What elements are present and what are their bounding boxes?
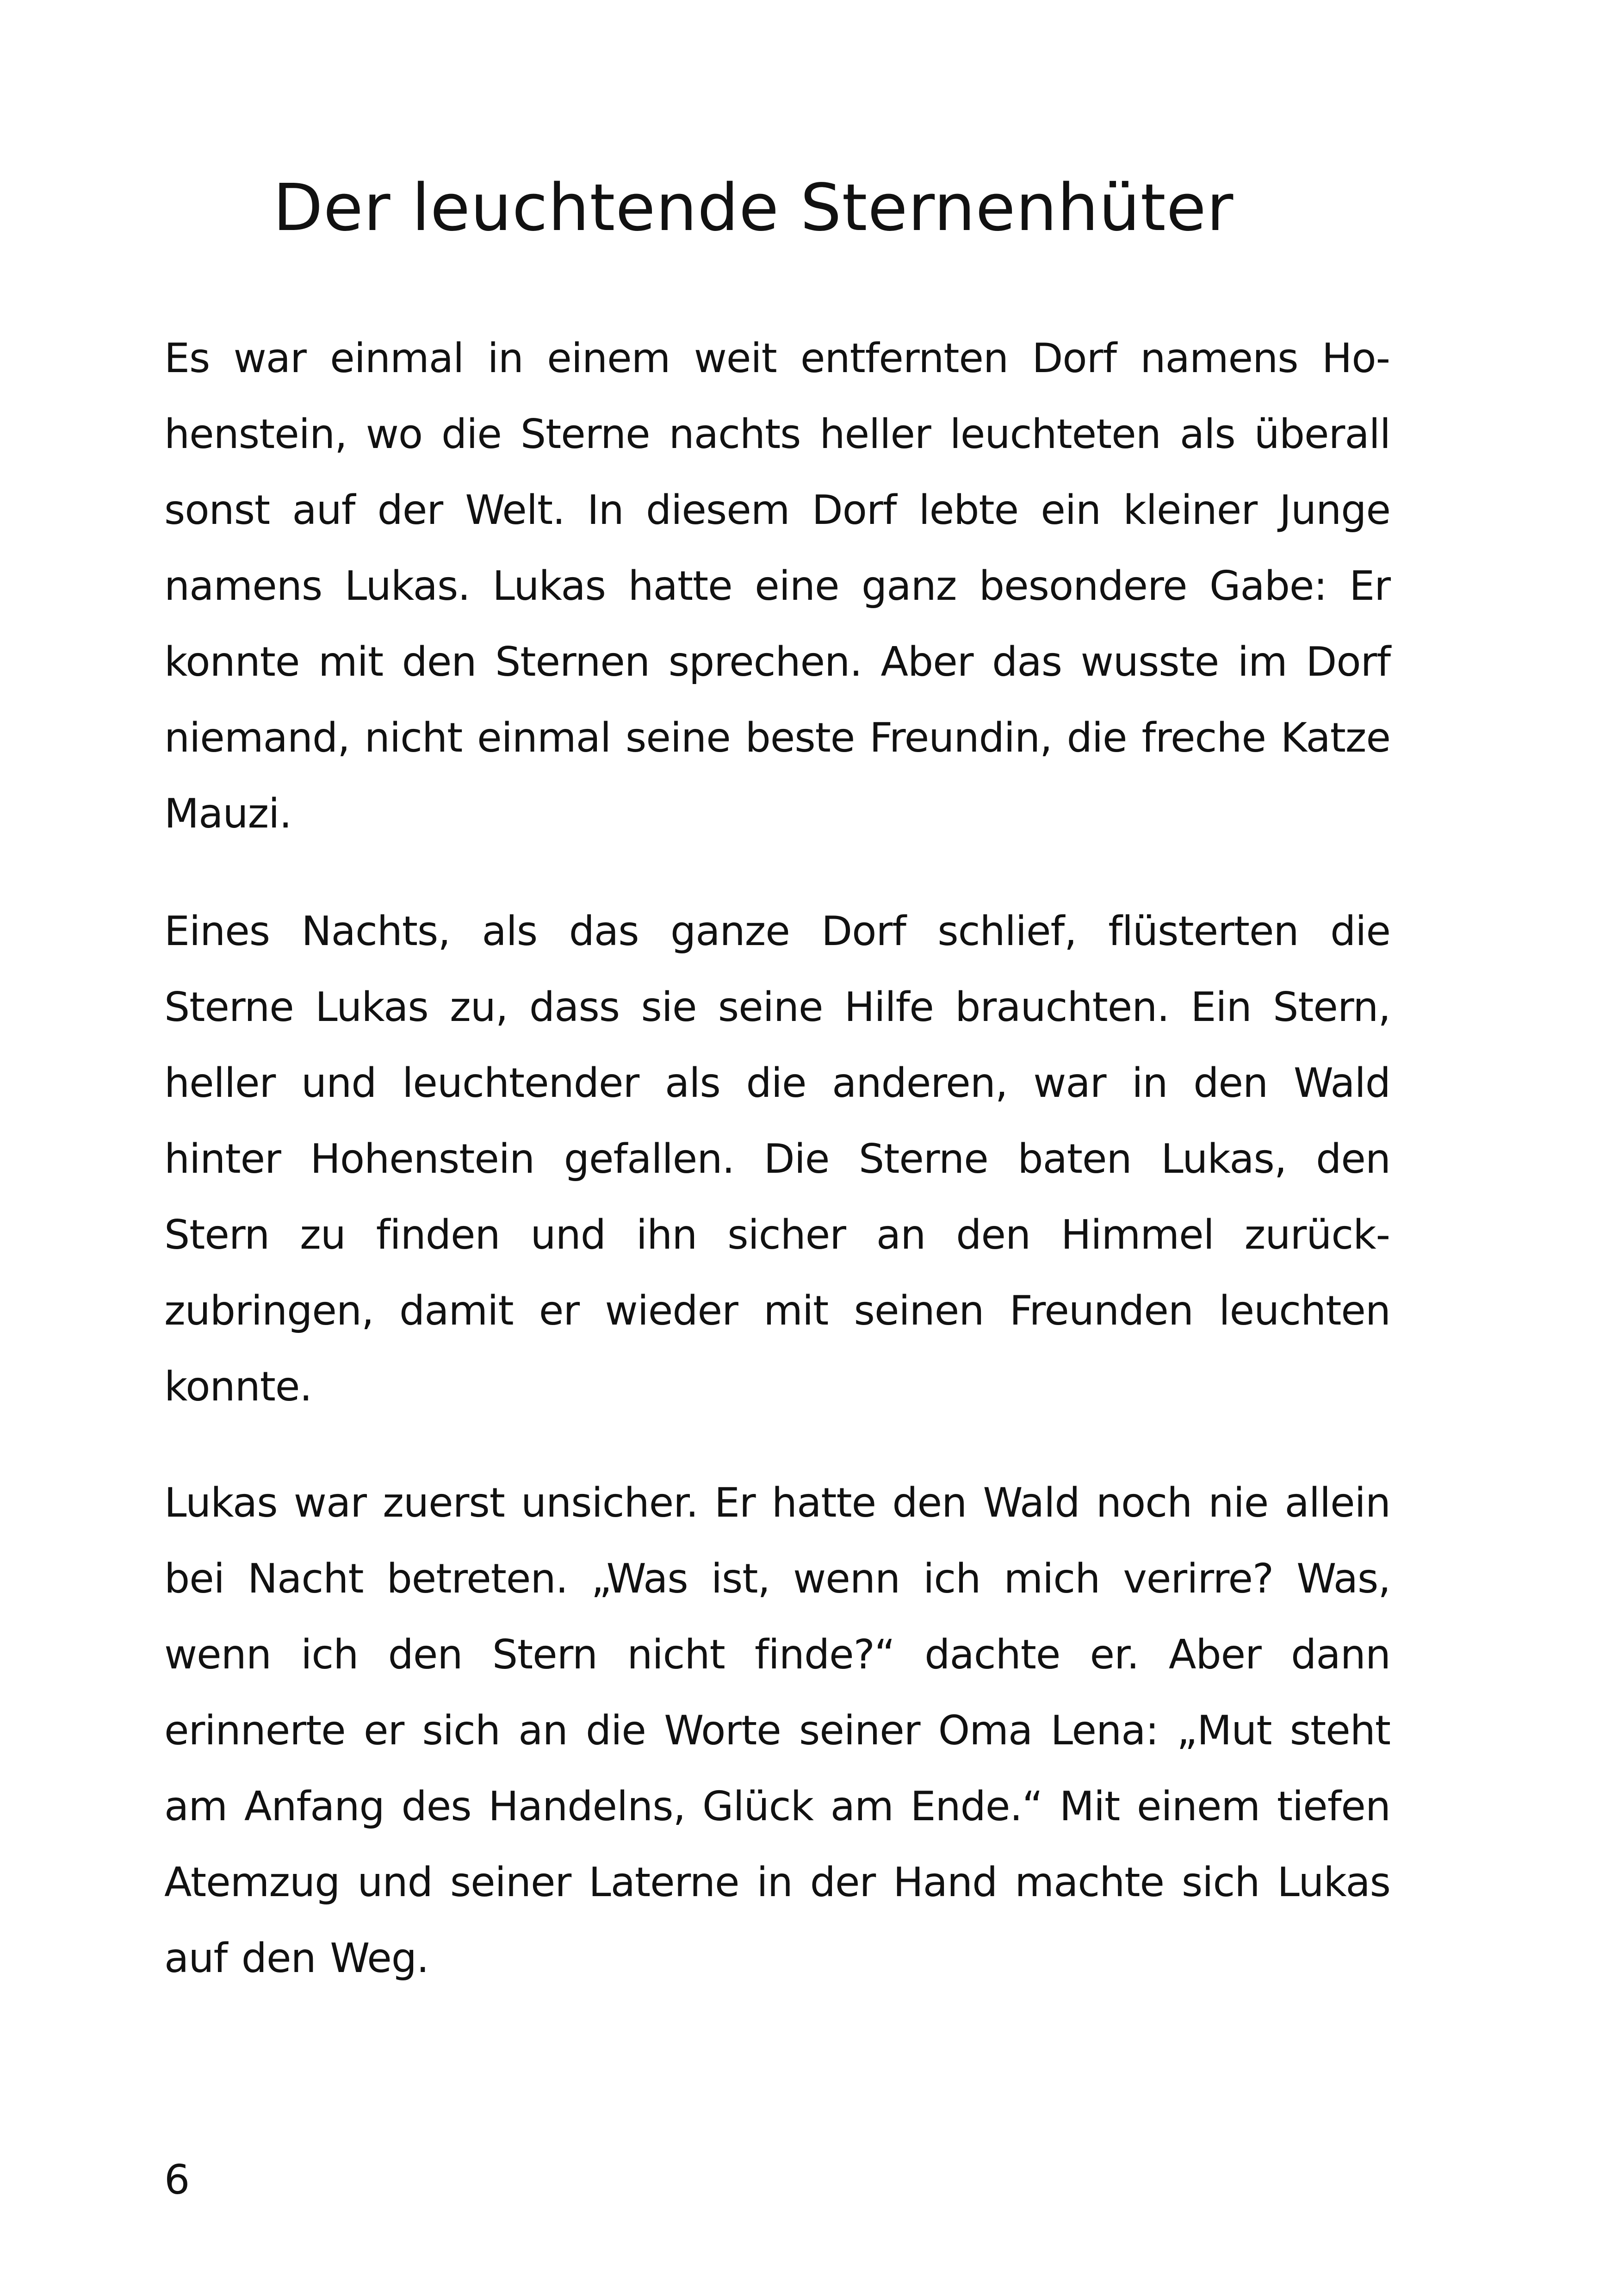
story-title: Der leuchtende Sternenhüter xyxy=(273,170,1234,246)
paragraph-2: Eines Nachts, als das ganze Dorf schlief, flüsterten die Sterne Lukas zu, dass sie seine Hilfe brauchten. Ein Stern, heller und leuchtender als die anderen, war in den Wald hinter Hohenstein gefallen. Die Sterne baten Lukas, den Stern zu finden und ihn sicher an den Himmel zurückzubringen, damit er wieder mit seinen Freunden leuchten konnte. xyxy=(164,908,1390,1410)
paragraph-3: Lukas war zuerst unsicher. Er hatte den Wald noch nie allein bei Nacht betreten. „Was ist, wenn ich mich verirre? Was, wenn ich den Stern nicht finde?“ dachte er. Aber dann erinnerte er sich an die Worte seiner Oma Lena: „Mut steht am Anfang des Handelns, Glück am Ende.“ Mit einem tiefen Atemzug und seiner Laterne in der Hand machte sich Lukas auf den Weg. xyxy=(164,1479,1390,1982)
page-number: 6 xyxy=(164,2156,190,2203)
paragraph-1: Es war einmal in einem weit entfernten Dorf namens Hohenstein, wo die Sterne nachts heller leuchteten als überall sonst auf der Welt. In diesem Dorf lebte ein kleiner Junge namens Lukas. Lukas hatte eine ganz besondere Gabe: Er konnte mit den Sternen sprechen. Aber das wusste im Dorf niemand, nicht einmal seine beste Freundin, die freche Katze Mauzi. xyxy=(164,335,1390,837)
